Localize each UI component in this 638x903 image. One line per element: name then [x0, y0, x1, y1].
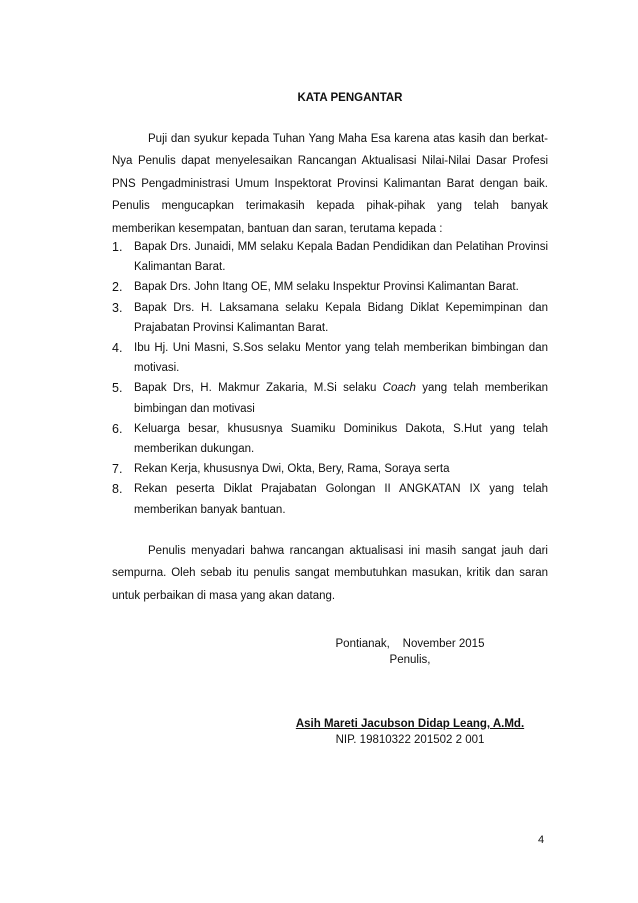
list-text: Bapak Drs, H. Makmur Zakaria, M.Si selaku	[134, 382, 383, 395]
list-text: yang telah memberikan bimbingan dan motivasi	[134, 382, 548, 415]
list-number: 6.	[112, 421, 123, 436]
place-date-block	[280, 636, 540, 668]
list-item	[112, 479, 548, 519]
list-item	[112, 277, 548, 297]
list-item	[112, 459, 548, 479]
list-number: 7.	[112, 462, 123, 477]
list-text: Bapak Drs. Junaidi, MM selaku Kepala Badan Pendidikan dan Pelatihan Provinsi Kalimantan Barat.	[134, 241, 548, 274]
list-item	[112, 378, 548, 418]
intro-text: Puji dan syukur kepada Tuhan Yang Maha Esa karena atas kasih dan berkat-Nya Penulis dapat menyelesaikan Rancangan Aktualisasi Nilai-Nilai Dasar Profesi PNS Pengadministrasi Umum Inspektorat Provinsi Kalimantan Barat dengan baik. Penulis mengucapkan terimakasih kepada pihak-pihak yang telah banyak memberikan kesempatan, bantuan dan saran, terutama kepada :	[112, 133, 548, 235]
page-title: KATA PENGANTAR	[297, 92, 403, 104]
list-item	[112, 237, 548, 277]
list-text: Bapak Drs. John Itang OE, MM selaku Inspektur Provinsi Kalimantan Barat.	[134, 281, 519, 294]
intro-paragraph	[112, 128, 548, 240]
list-number: 4.	[112, 341, 123, 356]
list-number: 3.	[112, 300, 123, 315]
list-text: Keluarga besar, khususnya Suamiku Dominikus Dakota, S.Hut yang telah memberikan dukungan.	[134, 422, 548, 456]
signer-block	[280, 716, 540, 748]
list-text: Rekan peserta Diklat Prajabatan Golongan II ANGKATAN IX yang telah memberikan banyak bantuan.	[134, 483, 548, 516]
list-text: Ibu Hj. Uni Masni, S.Sos selaku Mentor yang telah memberikan bimbingan dan motivasi.	[134, 342, 548, 375]
signer-nip: NIP. 19810322 201502 2 001	[335, 734, 485, 746]
list-text-italic: Coach	[382, 382, 416, 395]
place-date: Pontianak, November 2015	[335, 638, 485, 650]
acknowledgement-list	[112, 237, 548, 520]
list-text: Rekan Kerja, khususnya Dwi, Okta, Bery, Rama, Soraya serta	[134, 463, 450, 476]
writer-label: Penulis,	[389, 654, 431, 666]
list-item	[112, 338, 548, 378]
closing-text: Penulis menyadari bahwa rancangan aktualisasi ini masih sangat jauh dari sempurna. Oleh sebab itu penulis sangat membutuhkan masukan, kritik dan saran untuk perbaikan di masa yang akan datang.	[112, 545, 548, 602]
list-item	[112, 298, 548, 338]
list-number: 8.	[112, 482, 123, 497]
page-number: 4	[538, 834, 545, 846]
closing-paragraph	[112, 540, 548, 607]
list-item	[112, 419, 548, 459]
list-number: 5.	[112, 381, 123, 396]
signer-name: Asih Mareti Jacubson Didap Leang, A.Md.	[295, 718, 525, 730]
list-number: 1.	[112, 240, 123, 254]
list-text: Bapak Drs. H. Laksamana selaku Kepala Bidang Diklat Kepemimpinan dan Prajabatan Provinsi Kalimantan Barat.	[134, 301, 548, 334]
list-number: 2.	[112, 280, 123, 295]
